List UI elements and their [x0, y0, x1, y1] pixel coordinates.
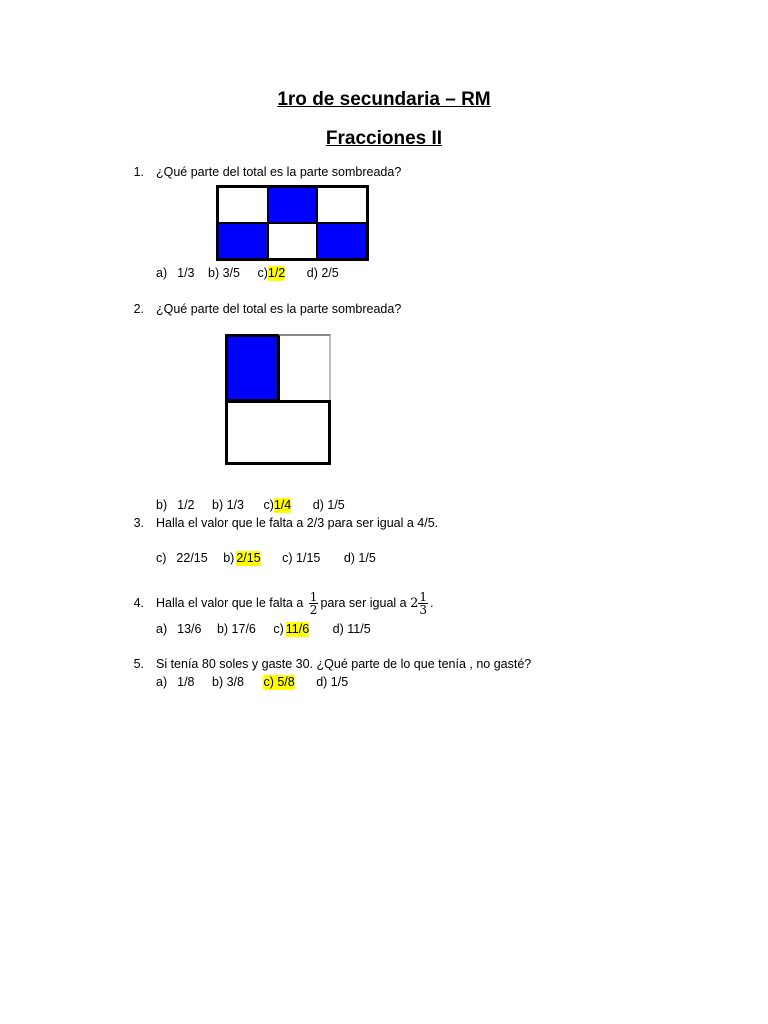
q1-option-a-letter: a) [156, 266, 168, 280]
q2-cell [278, 334, 331, 402]
q4-fraction-1-num: 1 [309, 590, 318, 605]
q1-option-b: b) 3/5 [208, 266, 240, 280]
q2-option-c-letter: c) [263, 498, 274, 512]
q1-text: ¿Qué parte del total es la parte sombreada? [156, 165, 402, 179]
q3-number: 3. [133, 516, 144, 530]
q2-option-c-answer: 1/4 [273, 498, 292, 512]
q1-option-a: 1/3 [177, 266, 195, 280]
page-title: 1ro de secundaria – RM [277, 89, 491, 110]
q2-cell-shaded [225, 334, 280, 402]
q4-whole: 2 [410, 596, 419, 611]
q2-option-d: d) 1/5 [312, 498, 345, 512]
q4-fraction-1-den: 2 [309, 603, 318, 618]
q3-option-a-letter: c) [156, 551, 167, 565]
q3-options [156, 551, 376, 566]
q2-bottom-half [225, 400, 331, 465]
q1-cell-shaded [268, 187, 318, 223]
q4-option-c-letter: c) [273, 622, 284, 636]
page-subtitle: Fracciones II [325, 128, 443, 149]
q4-text [156, 585, 434, 621]
q1-number: 1. [133, 165, 144, 179]
q3-text: Halla el valor que le falta a 2/3 para ser igual a 4/5. [156, 516, 439, 530]
q5-option-b: b) 3/8 [212, 675, 244, 689]
q4-end: . [430, 596, 434, 610]
q1-figure [216, 185, 369, 261]
q4-option-a-letter: a) [156, 622, 168, 636]
q5-option-c-answer: c) 5/8 [263, 675, 295, 689]
q1-cell [218, 187, 268, 223]
q2-option-b: b) 1/3 [212, 498, 244, 512]
q1-cell [268, 223, 318, 259]
q2-options [156, 498, 345, 513]
q4-option-c-answer: 11/6 [285, 622, 310, 636]
q4-fraction-2 [418, 591, 428, 616]
q3-option-c: c) 1/15 [282, 551, 321, 565]
q5-text: Si tenía 80 soles y gaste 30. ¿Qué parte de lo que tenía , no gasté? [156, 657, 532, 671]
q3-option-d: d) 1/5 [343, 551, 376, 565]
q3-option-b-answer: 2/15 [236, 551, 261, 565]
q2-text: ¿Qué parte del total es la parte sombreada? [156, 302, 402, 316]
q2-option-a: 1/2 [177, 498, 195, 512]
q4-fraction-1 [309, 591, 319, 616]
q1-cell-shaded [317, 223, 367, 259]
q3-option-b-letter: b) [223, 551, 235, 565]
q2-number: 2. [133, 302, 144, 316]
q4-option-d: d) 11/5 [332, 622, 371, 636]
q5-option-d: d) 1/5 [316, 675, 349, 689]
q1-option-c-answer: 1/2 [267, 266, 286, 280]
q1-option-c-letter: c) [257, 266, 268, 280]
q1-options [156, 266, 339, 281]
q4-text-a: Halla el valor que le falta a [156, 596, 304, 610]
q5-options [156, 675, 348, 690]
q2-figure [225, 334, 331, 465]
q4-text-b: para ser igual a [320, 596, 407, 610]
q4-fraction-2-num: 1 [419, 590, 428, 605]
q4-option-a: 13/6 [177, 622, 202, 636]
q1-cell-shaded [218, 223, 268, 259]
q5-option-a-letter: a) [156, 675, 168, 689]
q4-number: 4. [133, 596, 144, 610]
q2-option-a-letter: b) [156, 498, 168, 512]
q4-options [156, 622, 371, 637]
q4-option-b: b) 17/6 [216, 622, 256, 636]
q4-fraction-2-den: 3 [419, 603, 428, 618]
q1-option-d: d) 2/5 [306, 266, 339, 280]
q5-number: 5. [133, 657, 144, 671]
q5-option-a: 1/8 [177, 675, 195, 689]
q3-option-a: 22/15 [176, 551, 208, 565]
q1-cell [317, 187, 367, 223]
